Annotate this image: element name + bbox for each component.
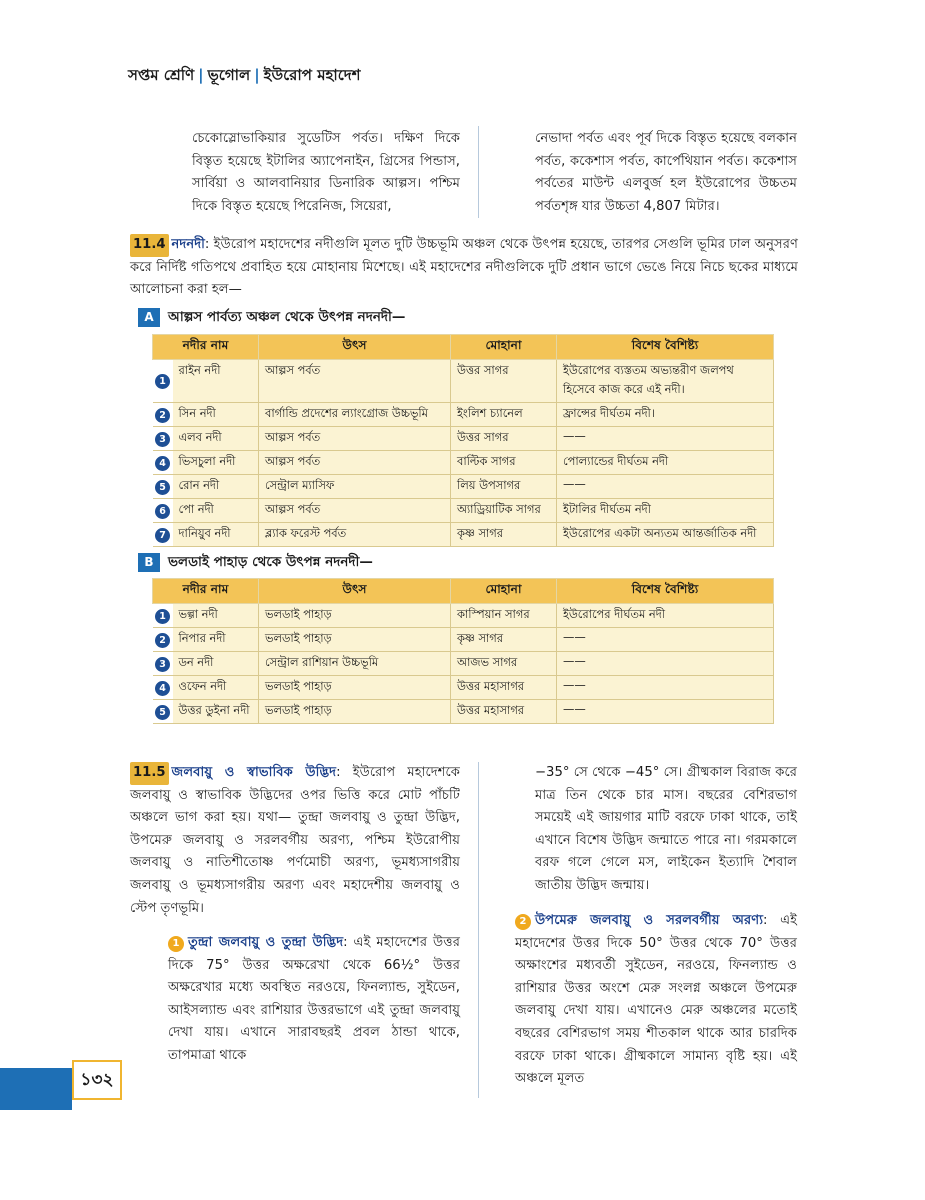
row-number-badge: 2 — [155, 408, 170, 423]
table-row — [153, 604, 774, 628]
column-divider — [478, 762, 479, 1098]
river-source-cell: ব্ল্যাক ফরেস্ট পর্বত — [259, 523, 451, 547]
row-number-cell — [153, 475, 173, 499]
section-text: : ইউরোপ মহাদেশকে জলবায়ু ও স্বাভাবিক উদ্ভিদের ওপর ভিত্তি করে মোট পাঁচটি অঞ্চলে ভাগ করা হয়। যথা— তুন্দ্রা জলবায়ু ও তুন্দ্রা উদ্ভিদ, উপমেরু জলবায়ু ও সরলবর্গীয় অরণ্য, পশ্চিম ইউরোপীয় জলবায়ু ও নাতিশীতোষ্ণ পর্ণমোচী অরণ্য, ভূমধ্যসাগরীয় জলবায়ু ও ভূমধ্যসাগরীয় অরণ্য এবং মহাদেশীয় জলবায়ু ও স্টেপ তৃণভূমি। — [130, 765, 460, 916]
table-row — [153, 427, 774, 451]
row-number-badge: 6 — [155, 504, 170, 519]
row-number-cell — [153, 604, 173, 628]
section-term: নদনদী — [171, 237, 205, 252]
river-feature-cell: ইউরোপের ব্যস্ততম অভ্যন্তরীণ জলপথ হিসেবে কাজ করে এই নদী। — [557, 360, 774, 403]
running-header — [128, 64, 361, 89]
river-name-cell: সিন নদী — [173, 403, 259, 427]
table-row — [153, 652, 774, 676]
table-row — [153, 700, 774, 724]
row-number-badge: 1 — [155, 374, 170, 389]
river-mouth-cell: উত্তর মহাসাগর — [451, 676, 557, 700]
river-mouth-cell: উত্তর সাগর — [451, 360, 557, 403]
row-number-cell — [153, 628, 173, 652]
table-a-letter: A — [138, 308, 160, 327]
item-number: 1 — [168, 936, 184, 952]
river-source-cell: ভলডাই পাহাড় — [259, 700, 451, 724]
river-name-cell: নিপার নদী — [173, 628, 259, 652]
river-feature-cell: —— — [557, 475, 774, 499]
row-number-badge: 4 — [155, 456, 170, 471]
row-number-cell — [153, 427, 173, 451]
river-mouth-cell: আজভ সাগর — [451, 652, 557, 676]
section-number: 11.5 — [130, 762, 169, 785]
row-number-badge: 5 — [155, 480, 170, 495]
river-mouth-cell: কৃষ্ণ সাগর — [451, 523, 557, 547]
row-number-cell — [153, 499, 173, 523]
table-b-title: ভলডাই পাহাড় থেকে উৎপন্ন নদনদী— — [168, 554, 373, 570]
table-a-heading — [138, 306, 405, 329]
table-b-letter: B — [138, 553, 160, 572]
section-term: জলবায়ু ও স্বাভাবিক উদ্ভিদ — [171, 765, 337, 780]
river-feature-cell: ইটালির দীর্ঘতম নদী — [557, 499, 774, 523]
river-mouth-cell: লিয় উপসাগর — [451, 475, 557, 499]
table-row — [153, 451, 774, 475]
item-text: : এই মহাদেশের উত্তর দিকে 75° উত্তর অক্ষরেখা থেকে 66½° উত্তর অক্ষরেখার মধ্যে অবস্থিত নরওয়ে, ফিনল্যান্ড, সুইডেন, আইসল্যান্ড এবং রাশিয়ার উত্তরভাগে এই তুন্দ্রা জলবায়ু দেখা যায়। এখানে সারাবছরই প্রবল ঠান্ডা থাকে, তাপমাত্রা থাকে — [168, 935, 460, 1063]
table-a-title: আল্পস পার্বত্য অঞ্চল থেকে উৎপন্ন নদনদী— — [168, 309, 406, 325]
table-row — [153, 360, 774, 403]
rivers-table-a — [152, 334, 774, 547]
table-row — [153, 475, 774, 499]
col-header-mouth: মোহানা — [451, 579, 557, 604]
row-number-badge: 3 — [155, 432, 170, 447]
item-term: তুন্দ্রা জলবায়ু ও তুন্দ্রা উদ্ভিদ — [188, 935, 344, 950]
river-source-cell: আল্পস পর্বত — [259, 360, 451, 403]
river-feature-cell: —— — [557, 700, 774, 724]
river-name-cell: ভল্গা নদী — [173, 604, 259, 628]
river-feature-cell: ফ্রান্সের দীর্ঘতম নদী। — [557, 403, 774, 427]
river-name-cell: রোন নদী — [173, 475, 259, 499]
river-name-cell: ডন নদী — [173, 652, 259, 676]
intro-left-column: চেকোস্লোভাকিয়ার সুডেটিস পর্বত। দক্ষিণ দিকে বিস্তৃত হয়েছে ইটালির অ্যাপেনাইন, গ্রিসের পিন্ডাস, সার্বিয়া ও আলবানিয়ার ডিনারিক আল্পস। পশ্চিম দিকে বিস্তৃত হয়েছে পিরেনিজ, সিয়েরা, — [192, 131, 460, 214]
table-row — [153, 628, 774, 652]
item-number: 2 — [515, 914, 531, 930]
col-header-mouth: মোহানা — [451, 335, 557, 360]
river-source-cell: আল্পস পর্বত — [259, 427, 451, 451]
section-11-5 — [130, 762, 460, 920]
river-feature-cell: ইউরোপের দীর্ঘতম নদী — [557, 604, 774, 628]
row-number-badge: 2 — [155, 633, 170, 648]
river-name-cell: পো নদী — [173, 499, 259, 523]
item-text: : এই মহাদেশের উত্তর দিকে 50° উত্তর থেকে 70° উত্তর অক্ষাংশের মধ্যবর্তী সুইডেন, নরওয়ে, ফিনল্যান্ড ও রাশিয়ার উত্তর অংশে মেরু সংলগ্ন অঞ্চলে উপমেরু জলবায়ু দেখা যায়। এখানেও মেরু অঞ্চলের মতোই বছরের বেশিরভাগ সময় শীতকাল থাকে আর চারদিক বরফে ঢাকা থাকে। গ্রীষ্মকালে সামান্য বৃষ্টি হয়। এই অঞ্চলে মূলত — [515, 913, 797, 1087]
header-separator: | — [254, 66, 260, 84]
row-number-cell — [153, 523, 173, 547]
row-number-cell — [153, 403, 173, 427]
col-header-feature: বিশেষ বৈশিষ্ট্য — [557, 335, 774, 360]
river-feature-cell: —— — [557, 628, 774, 652]
header-chapter: ইউরোপ মহাদেশ — [263, 66, 361, 84]
tundra-continued: −35° সে থেকে −45° সে। গ্রীষ্মকাল বিরাজ করে মাত্র তিন থেকে চার মাস। বছরের বেশিরভাগ সময়েই এই জায়গার মাটি বরফে ঢাকা থাকে, তাই এখানে বিশেষ উদ্ভিদ জন্মাতে পারে না। গরমকালে বরফ গলে গেলে মস, লাইকেন ইত্যাদি শৈবাল জাতীয় উদ্ভিদ জন্মায়। — [535, 765, 797, 893]
river-feature-cell: —— — [557, 427, 774, 451]
table-b-heading — [138, 551, 373, 574]
header-subject: ভূগোল — [207, 66, 251, 84]
river-mouth-cell: উত্তর মহাসাগর — [451, 700, 557, 724]
river-source-cell: বার্গান্ডি প্রদেশের ল্যাংগ্রোজ উচ্চভূমি — [259, 403, 451, 427]
river-mouth-cell: অ্যাড্রিয়াটিক সাগর — [451, 499, 557, 523]
row-number-badge: 4 — [155, 681, 170, 696]
table-row — [153, 523, 774, 547]
table-row — [153, 676, 774, 700]
river-mouth-cell: ইংলিশ চ্যানেল — [451, 403, 557, 427]
rivers-table-b — [152, 578, 774, 724]
header-class: সপ্তম শ্রেণি — [128, 66, 195, 84]
table-row — [153, 499, 774, 523]
river-feature-cell: —— — [557, 652, 774, 676]
section-11-4 — [130, 234, 798, 302]
river-source-cell: আল্পস পর্বত — [259, 451, 451, 475]
col-header-source: উৎস — [259, 335, 451, 360]
river-source-cell: আল্পস পর্বত — [259, 499, 451, 523]
table-header-row — [153, 335, 774, 360]
col-header-source: উৎস — [259, 579, 451, 604]
section-text: : ইউরোপ মহাদেশের নদীগুলি মূলত দুটি উচ্চভূমি অঞ্চল থেকে উৎপন্ন হয়েছে, তারপর সেগুলি ভূমির ঢাল অনুসরণ করে নির্দিষ্ট গতিপথে প্রবাহিত হয়ে মোহানায় মিশেছে। এই মহাদেশের নদীগুলিকে দুটি প্রধান ভাগে ভেঙে নিয়ে নিচে ছকের মাধ্যমে আলোচনা করা হল— — [130, 237, 798, 298]
table-row — [153, 403, 774, 427]
river-name-cell: এলব নদী — [173, 427, 259, 451]
item-tundra — [168, 932, 460, 1068]
column-divider — [478, 126, 479, 218]
table-header-row — [153, 579, 774, 604]
river-source-cell: ভলডাই পাহাড় — [259, 628, 451, 652]
header-separator: | — [198, 66, 204, 84]
row-number-badge: 5 — [155, 705, 170, 720]
river-name-cell: উত্তর ডুইনা নদী — [173, 700, 259, 724]
river-name-cell: ভিসচুলা নদী — [173, 451, 259, 475]
row-number-badge: 1 — [155, 609, 170, 624]
item-sub-arctic — [515, 910, 797, 1091]
river-feature-cell: পোল্যান্ডের দীর্ঘতম নদী — [557, 451, 774, 475]
item-term: উপমেরু জলবায়ু ও সরলবর্গীয় অরণ্য — [535, 913, 764, 928]
page-number: ১৩২ — [72, 1060, 122, 1100]
river-name-cell: রাইন নদী — [173, 360, 259, 403]
row-number-badge: 3 — [155, 657, 170, 672]
river-mouth-cell: উত্তর সাগর — [451, 427, 557, 451]
river-source-cell: ভলডাই পাহাড় — [259, 604, 451, 628]
river-mouth-cell: বাল্টিক সাগর — [451, 451, 557, 475]
row-number-cell — [153, 700, 173, 724]
river-feature-cell: —— — [557, 676, 774, 700]
river-source-cell: সেন্ট্রাল ম্যাসিফ — [259, 475, 451, 499]
river-name-cell: দানিয়ুব নদী — [173, 523, 259, 547]
intro-right-column: নেভাদা পর্বত এবং পূর্ব দিকে বিস্তৃত হয়েছে বলকান পর্বত, ককেশাস পর্বত, কার্পেথিয়ান পর্বত। ককেশাস পর্বতের মাউন্ট এলবুর্জ হল ইউরোপের উচ্চতম পর্বতশৃঙ্গ যার উচ্চতা 4,807 মিটার। — [535, 131, 797, 214]
river-mouth-cell: কৃষ্ণ সাগর — [451, 628, 557, 652]
river-source-cell: ভলডাই পাহাড় — [259, 676, 451, 700]
river-mouth-cell: কাস্পিয়ান সাগর — [451, 604, 557, 628]
river-source-cell: সেন্ট্রাল রাশিয়ান উচ্চভূমি — [259, 652, 451, 676]
col-header-name: নদীর নাম — [153, 335, 259, 360]
row-number-cell — [153, 676, 173, 700]
col-header-feature: বিশেষ বৈশিষ্ট্য — [557, 579, 774, 604]
section-number: 11.4 — [130, 234, 169, 257]
page-number-bar — [0, 1068, 72, 1110]
row-number-cell — [153, 652, 173, 676]
row-number-cell — [153, 360, 173, 403]
river-name-cell: ওফেন নদী — [173, 676, 259, 700]
row-number-badge: 7 — [155, 528, 170, 543]
row-number-cell — [153, 451, 173, 475]
river-feature-cell: ইউরোপের একটা অন্যতম আন্তর্জাতিক নদী — [557, 523, 774, 547]
col-header-name: নদীর নাম — [153, 579, 259, 604]
